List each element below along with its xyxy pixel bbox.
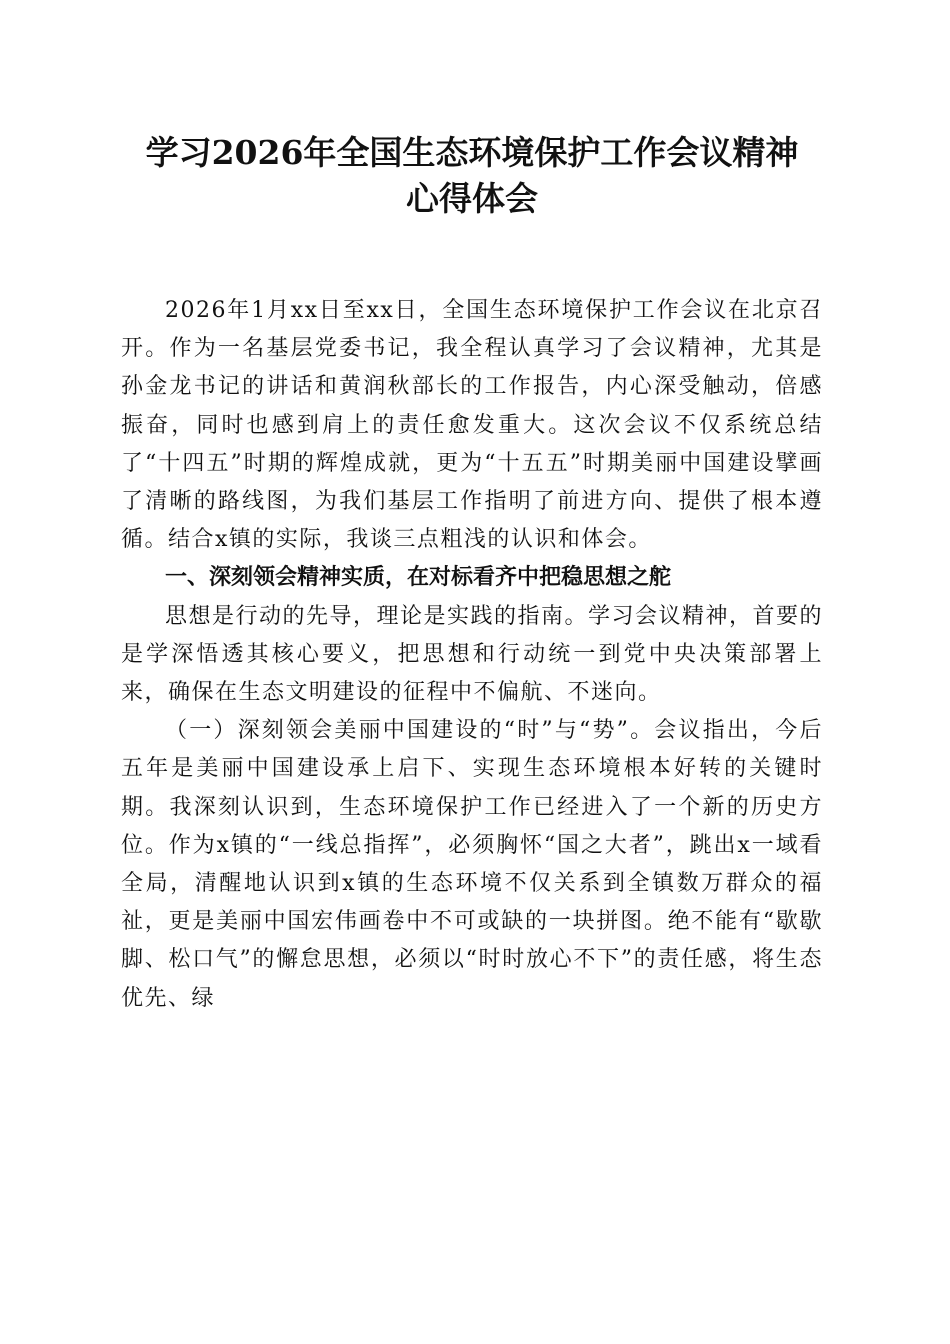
document-page [121,130,823,1018]
document-body [121,292,823,1018]
document-title [121,130,823,222]
paragraph-intro: 2026年1月xx日至xx日，全国生态环境保护工作会议在北京召开。作为一名基层党委书记，我全程认真学习了会议精神，尤其是孙金龙书记的讲话和黄润秋部长的工作报告，内心深受触动，倍感振奋，同时也感到肩上的责任愈发重大。这次会议不仅系统总结了“十四五”时期的辉煌成就，更为“十五五”时期美丽中国建设擘画了清晰的路线图，为我们基层工作指明了前进方向、提供了根本遵循。结合x镇的实际，我谈三点粗浅的认识和体会。 [121,298,823,553]
section-heading-1: 一、深刻领会精神实质，在对标看齐中把稳思想之舵 [165,565,672,591]
paragraph-section-1: 思想是行动的先导，理论是实践的指南。学习会议精神，首要的是学深悟透其核心要义，把思想和行动统一到党中央决策部署上来，确保在生态文明建设的征程中不偏航、不迷向。 [121,603,824,706]
title-line-1: 学习2026年全国生态环境保护工作会议精神 [145,133,799,172]
title-line-2: 心得体会 [406,179,538,218]
paragraph-subsection-1: （一）深刻领会美丽中国建设的“时”与“势”。会议指出，今后五年是美丽中国建设承上启下、实现生态环境根本好转的关键时期。我深刻认识到，生态环境保护工作已经进入了一个新的历史方位。作为x镇的“一线总指挥”，必须胸怀“国之大者”，跳出x一域看全局，清醒地认识到x镇的生态环境不仅关系到全镇数万群众的福祉，更是美丽中国宏伟画卷中不可或缺的一块拼图。绝不能有“歇歇脚、松口气”的懈怠思想，必须以“时时放心不下”的责任感，将生态优先、绿 [121,718,823,1011]
